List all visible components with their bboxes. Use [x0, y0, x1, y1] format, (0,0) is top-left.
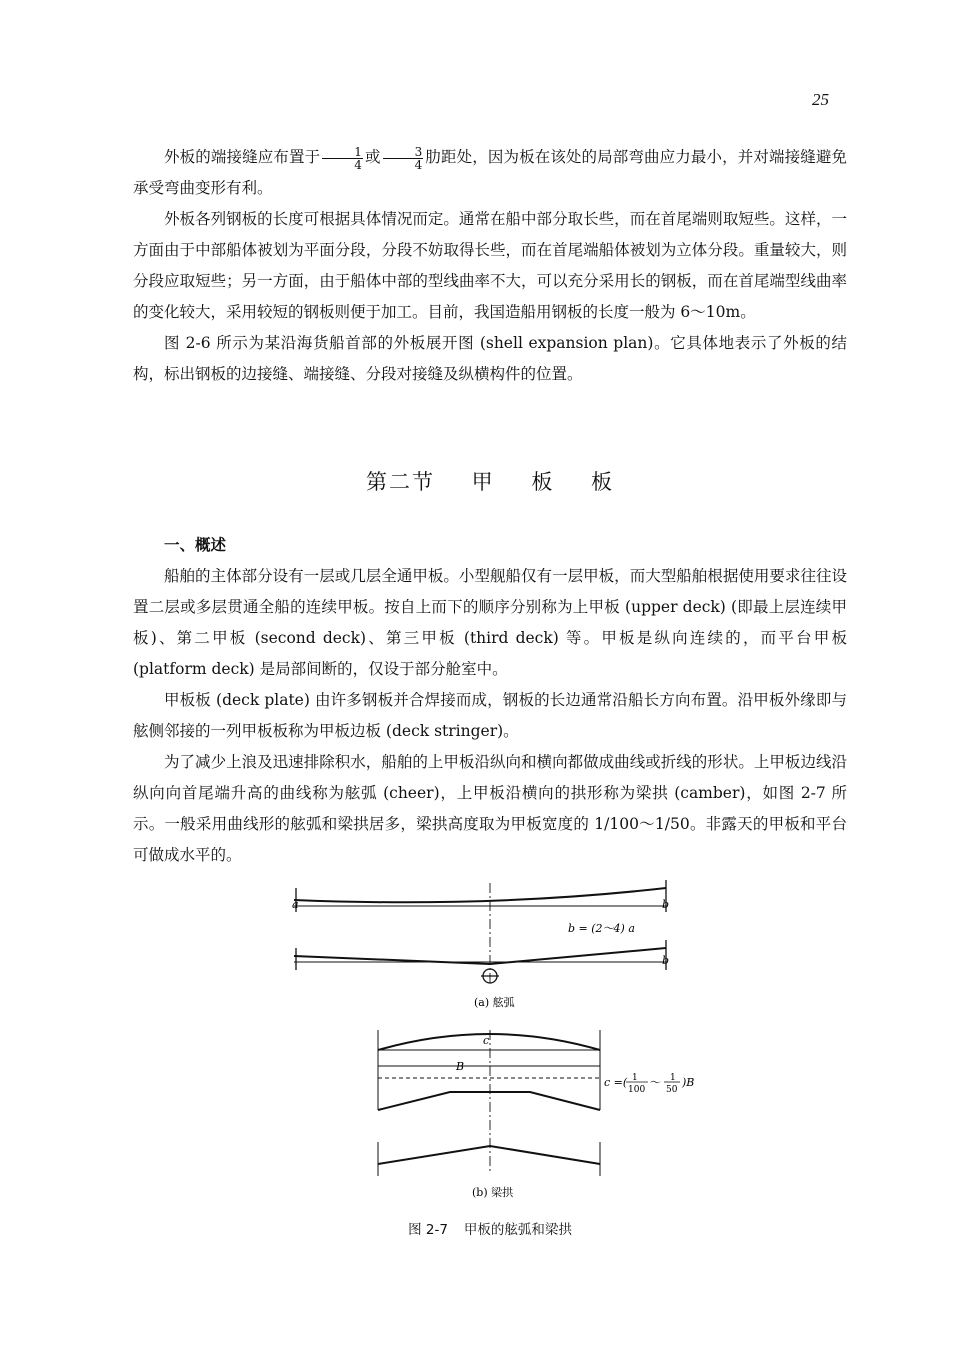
para1-or: 或 [364, 148, 381, 166]
caption-a: (a) 舷弧 [474, 996, 515, 1009]
camber-frac2-num: 1 [670, 1073, 676, 1083]
section-word-1: 甲 [471, 470, 495, 494]
paragraph-2: 外板各列钢板的长度可根据具体情况而定。通常在船中部分取长些，而在首尾端则取短些。这样，一方面由于中部船体被划为平面分段，分段不妨取得长些，而在首尾端船体被划为立体分段。重量较大，则分段应取短些；另一方面，由于船体中部的型线曲率不大，可以充分采用长的钢板，而在首尾端型线曲率的变化较大，采用较短的钢板则便于加工。目前，我国造船用钢板的长度一般为 6～10m。 [133, 210, 847, 321]
paragraph-4: 船舶的主体部分设有一层或几层全通甲板。小型舰船仅有一层甲板，而大型船舶根据使用要求往往设置二层或多层贯通全船的连续甲板。按自上而下的顺序分别称为上甲板 (upper deck) (即最上层连续甲板)、第二甲板 (second deck)、第三甲板 (third deck) 等。甲板是纵向连续的，而平台甲板 (platform deck) 是局部间断的，仅设于部分舱室中。 [133, 567, 847, 678]
para1-pre: 外板的端接缝应布置于 [164, 148, 321, 166]
camber-peak [378, 1146, 600, 1164]
label-B: B [456, 1060, 465, 1073]
label-c: c [483, 1034, 490, 1047]
paragraph-5: 甲板板 (deck plate) 由许多钢板并合焊接而成，钢板的长边通常沿船长方向布置。沿甲板外缘即与舷侧邻接的一列甲板板称为甲板边板 (deck stringer)。 [133, 691, 847, 740]
subheading: 一、概述 [164, 536, 227, 554]
camber-frac1-den: 100 [628, 1085, 646, 1095]
figure-2-7 [280, 878, 740, 1208]
sheer-formula: b = (2～4) a [568, 922, 635, 935]
camber-frac1-num: 1 [632, 1073, 638, 1083]
camber-formula: c =( [604, 1076, 628, 1089]
camber-tilde: ～ [650, 1076, 661, 1089]
label-a: a [292, 898, 299, 911]
camber-diagram [378, 1030, 600, 1176]
paragraph-1 [133, 142, 847, 204]
body-text-section [133, 530, 847, 871]
para1-post: 肋距处，因为板在该处的局部弯曲应力最小，并对端接缝避免承受弯曲变形有利。 [133, 148, 847, 197]
figure-title: 甲板的舷弧和梁拱 [463, 1222, 572, 1238]
sheer-curve-upper [294, 888, 666, 902]
paragraph-6: 为了减少上浪及迅速排除积水，船舶的上甲板沿纵向和横向都做成曲线或折线的形状。上甲板边线沿纵向向首尾端升高的曲线称为舷弧 (cheer)，上甲板沿横向的拱形称为梁拱 (camber)，如图 2-7 所示。一般采用曲线形的舷弧和梁拱居多，梁拱高度取为甲板宽度的 1/100～1/50。非露天的甲板和平台可做成水平的。 [133, 753, 847, 864]
figure-number: 图 2-7 [408, 1222, 448, 1238]
camber-formula-suffix: )B [682, 1076, 695, 1089]
paragraph-3: 图 2-6 所示为某沿海货船首部的外板展开图 (shell expansion plan)。它具体地表示了外板的结构，标出钢板的边接缝、端接缝、分段对接缝及纵横构件的位置。 [133, 334, 847, 383]
fraction-three-quarters: $\frac{3}{4}$ [383, 146, 424, 171]
camber-frac2-den: 50 [666, 1085, 678, 1095]
body-text-top [133, 142, 847, 390]
camber-polyline [378, 1092, 600, 1110]
label-b-lower: b [662, 954, 670, 967]
figure-caption [0, 1218, 980, 1238]
section-word-2: 板 [531, 470, 555, 494]
section-prefix: 第二节 [365, 470, 435, 494]
page-number: 25 [812, 90, 829, 109]
caption-b: (b) 梁拱 [472, 1186, 514, 1199]
section-word-3: 板 [591, 470, 615, 494]
section-title [0, 466, 980, 496]
label-b-upper: b [662, 898, 670, 911]
figure-diagram [280, 878, 740, 1208]
fraction-quarter: $\frac{1}{4}$ [322, 146, 363, 171]
